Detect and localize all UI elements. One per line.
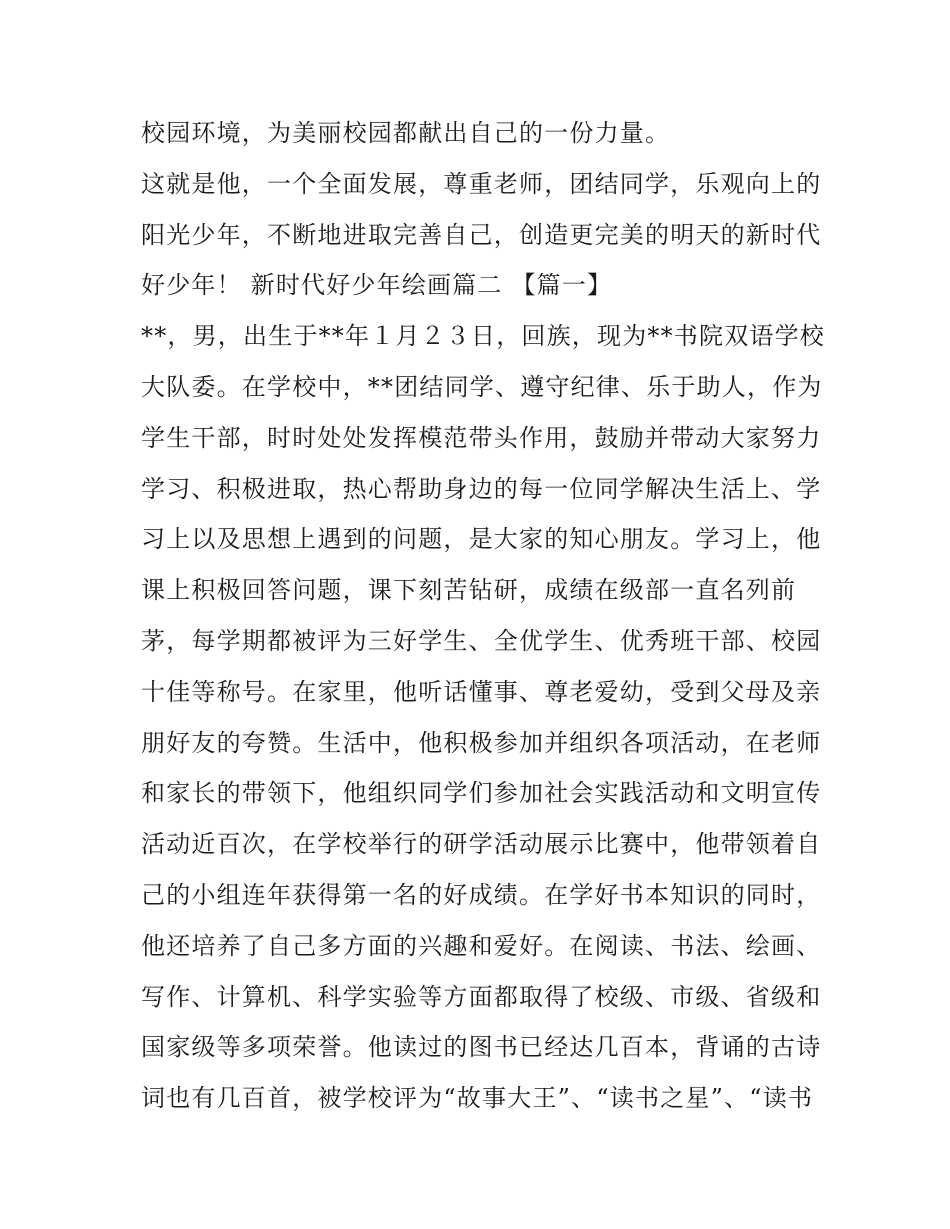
text-line: 好少年！ 新时代好少年绘画篇二 【篇一】: [141, 271, 613, 300]
text-line: 写作、计算机、科学实验等方面都取得了校级、市级、省级和: [141, 982, 822, 1011]
text-line: 和家长的带领下，他组织同学们参加社会实践活动和文明宣传: [141, 779, 822, 808]
text-line: 朋好友的夸赞。生活中，他积极参加并组织各项活动，在老师: [141, 728, 822, 757]
text-line: 阳光少年，不断地进取完善自己，创造更完美的明天的新时代: [141, 220, 822, 249]
text-line: 课上积极回答问题，课下刻苦钻研，成绩在级部一直名列前: [141, 576, 797, 605]
text-line: 己的小组连年获得第一名的好成绩。在学好书本知识的同时，: [141, 880, 822, 909]
text-line: 学习、积极进取，热心帮助身边的每一位同学解决生活上、学: [141, 474, 822, 503]
text-line: 国家级等多项荣誉。他读过的图书已经达几百本，背诵的古诗: [141, 1033, 822, 1062]
text-line: 活动近百次，在学校举行的研学活动展示比赛中，他带领着自: [141, 830, 822, 859]
text-line: 他还培养了自己多方面的兴趣和爱好。在阅读、书法、绘画、: [141, 931, 822, 960]
text-line: 校园环境，为美丽校园都献出自己的一份力量。: [141, 119, 671, 147]
text-line: 茅，每学期都被评为三好学生、全优学生、优秀班干部、校园: [141, 626, 822, 655]
text-line: 十佳等称号。在家里，他听话懂事、尊老爱幼，受到父母及亲: [141, 677, 822, 706]
text-line: 大队委。在学校中，**团结同学、遵守纪律、乐于助人，作为: [141, 372, 823, 401]
text-line: 习上以及思想上遇到的问题，是大家的知心朋友。学习上，他: [141, 525, 822, 554]
text-line: **，男，出生于**年１月２３日，回族，现为**书院双语学校: [141, 322, 825, 351]
text-line: 学生干部，时时处处发挥模范带头作用，鼓励并带动大家努力: [141, 423, 822, 452]
body-text: [141, 108, 825, 1124]
text-line: 词也有几百首，被学校评为“故事大王”、“读书之星”、“读书: [141, 1084, 814, 1113]
text-line: 这就是他，一个全面发展，尊重老师，团结同学，乐观向上的: [141, 169, 822, 198]
